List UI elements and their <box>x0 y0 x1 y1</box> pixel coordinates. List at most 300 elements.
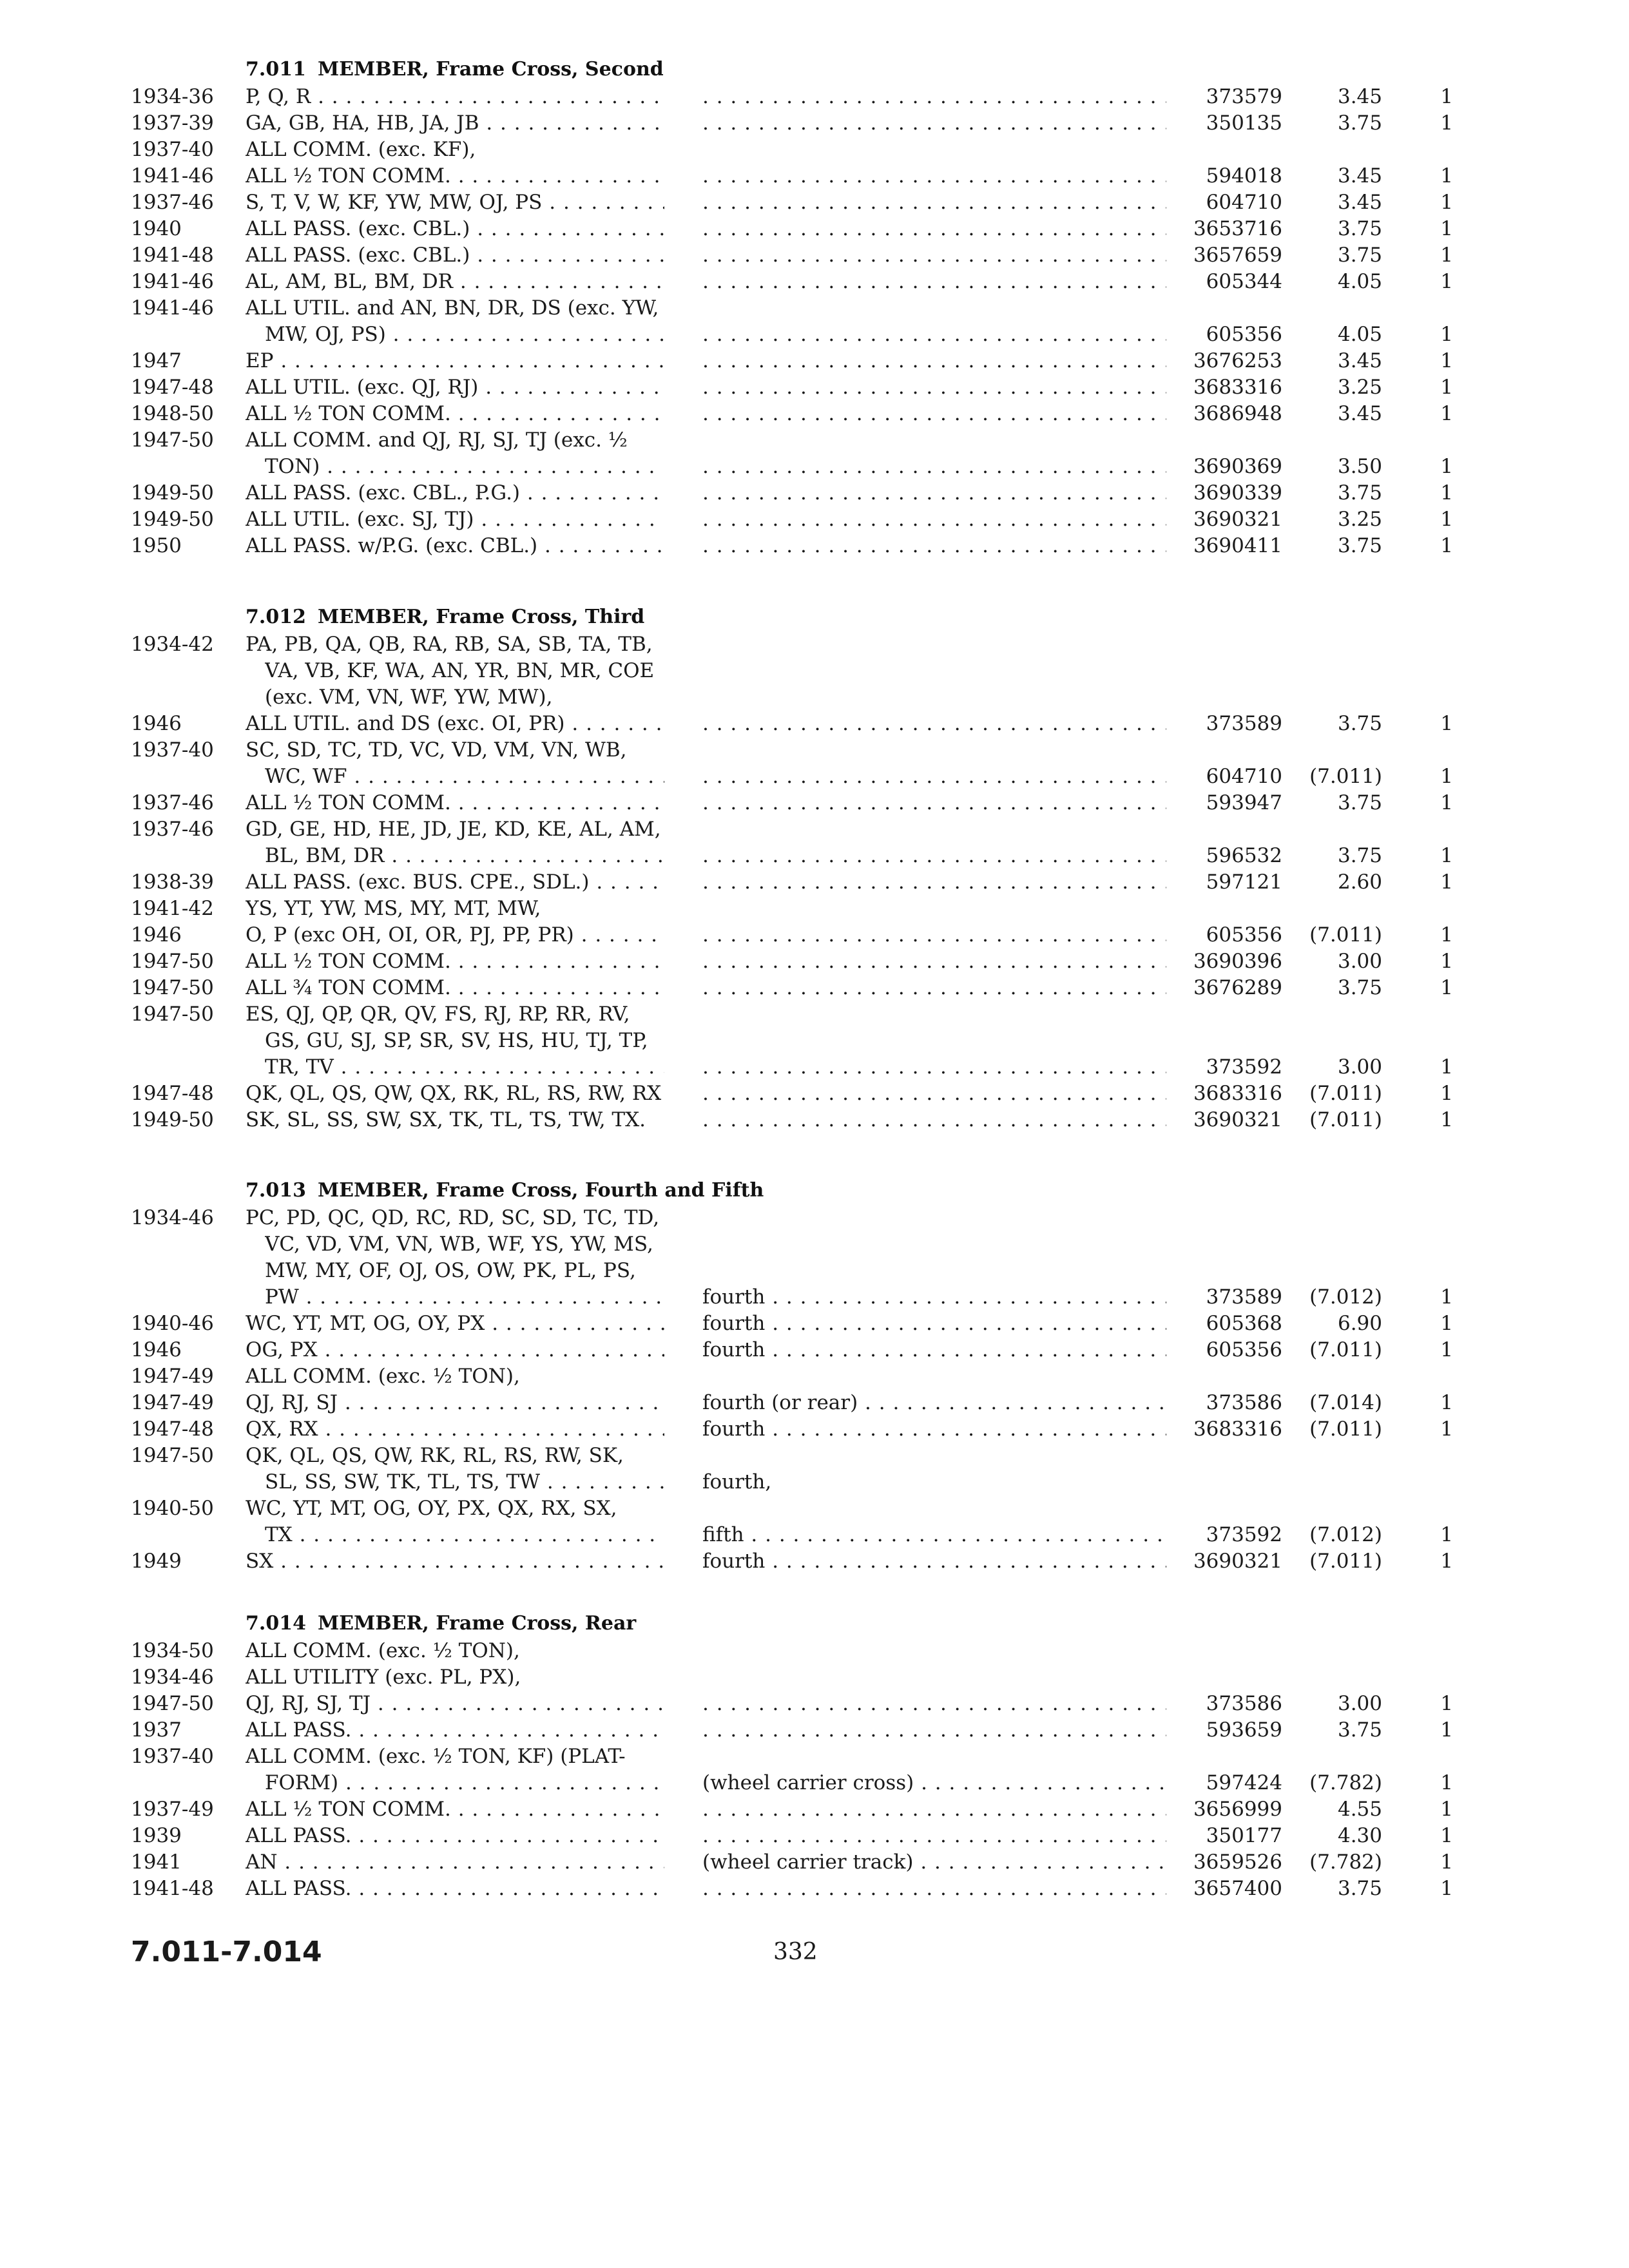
year-range: 1950 <box>131 534 182 557</box>
quantity: 1 <box>1440 1877 1453 1900</box>
parts-row <box>0 1796 1629 1823</box>
part-note: fourth . . . <box>702 1548 1166 1575</box>
part-number: 3676253 <box>1193 349 1282 372</box>
quantity: 1 <box>1440 534 1453 557</box>
model-description: ALL ½ TON COMM. . . . <box>246 790 664 816</box>
part-note <box>702 1205 1166 1231</box>
part-note <box>702 401 1166 427</box>
model-description: P, Q, R . . . <box>246 84 664 110</box>
model-description: QK, QL, QS, QW, RK, RL, RS, RW, SK, <box>246 1444 624 1467</box>
price <box>1289 1001 1382 1028</box>
price <box>1289 1469 1382 1495</box>
price <box>1289 1363 1382 1390</box>
section-number: 7.014 <box>246 1612 306 1635</box>
part-note <box>702 480 1166 506</box>
part-number: 3690396 <box>1193 950 1282 973</box>
quantity <box>1421 1638 1453 1664</box>
part-note <box>702 843 1166 869</box>
quantity: 1 <box>1440 1285 1453 1309</box>
parts-row <box>0 711 1629 737</box>
price: 3.75 <box>1337 791 1382 814</box>
model-description: ALL COMM. (exc. ½ TON, KF) (PLAT- <box>246 1745 626 1768</box>
year-range: 1934-50 <box>131 1639 214 1662</box>
parts-row <box>0 1443 1629 1469</box>
year-range: 1941-46 <box>131 164 214 187</box>
part-number <box>1160 896 1282 922</box>
quantity: 1 <box>1440 1338 1453 1361</box>
quantity: 1 <box>1440 244 1453 267</box>
part-number: 3690321 <box>1193 508 1282 531</box>
model-description: TON) . . . <box>265 454 664 480</box>
parts-row <box>0 295 1629 322</box>
part-note <box>702 631 1166 658</box>
model-description: PC, PD, QC, QD, RC, RD, SC, SD, TC, TD, <box>246 1206 660 1229</box>
model-description: TR, TV . . . <box>265 1054 664 1081</box>
quantity <box>1421 1205 1453 1231</box>
model-description: ALL PASS. . . . <box>246 1876 664 1902</box>
year-range: 1940-50 <box>131 1497 214 1520</box>
model-description: BL, BM, DR . . . <box>265 843 664 869</box>
price: 2.60 <box>1337 870 1382 894</box>
part-number: 604710 <box>1206 765 1282 788</box>
part-note <box>702 948 1166 975</box>
part-note <box>702 269 1166 295</box>
part-note <box>702 869 1166 896</box>
part-note <box>702 374 1166 401</box>
price: 3.00 <box>1337 1055 1382 1079</box>
parts-row <box>0 1231 1629 1258</box>
part-number: 604710 <box>1206 191 1282 214</box>
price: 3.25 <box>1337 376 1382 399</box>
year-range <box>131 764 244 790</box>
part-note: (wheel carrier cross) . . . <box>702 1770 1166 1796</box>
quantity: 1 <box>1440 1108 1453 1131</box>
part-number <box>1160 1495 1282 1522</box>
parts-row <box>0 137 1629 163</box>
part-note <box>702 1796 1166 1823</box>
price <box>1289 1744 1382 1770</box>
part-number <box>1160 1258 1282 1284</box>
part-note <box>702 322 1166 348</box>
year-range: 1947-48 <box>131 1082 214 1105</box>
price: (7.011) <box>1309 1418 1382 1441</box>
parts-row <box>0 374 1629 401</box>
quantity: 1 <box>1440 111 1453 135</box>
parts-row <box>0 658 1629 684</box>
quantity <box>1421 684 1453 711</box>
parts-row <box>0 242 1629 269</box>
model-description: PW . . . <box>265 1284 664 1311</box>
parts-row <box>0 816 1629 843</box>
model-description: ALL UTIL. and DS (exc. OI, PR) . . . <box>246 711 664 737</box>
parts-row <box>0 1028 1629 1054</box>
model-description: SC, SD, TC, TD, VC, VD, VM, VN, WB, <box>246 738 627 762</box>
part-number <box>1160 137 1282 163</box>
year-range: 1934-42 <box>131 633 214 656</box>
section-number: 7.012 <box>246 606 306 628</box>
quantity: 1 <box>1440 85 1453 108</box>
price <box>1289 658 1382 684</box>
price: (7.012) <box>1309 1285 1382 1309</box>
part-number: 3690321 <box>1193 1108 1282 1131</box>
part-number: 605356 <box>1206 1338 1282 1361</box>
year-range: 1941 <box>131 1850 182 1874</box>
parts-row <box>0 1390 1629 1416</box>
part-number: 605356 <box>1206 923 1282 947</box>
model-description: PA, PB, QA, QB, RA, RB, SA, SB, TA, TB, <box>246 633 653 656</box>
price <box>1289 896 1382 922</box>
model-description: ALL UTIL. (exc. SJ, TJ) . . . <box>246 506 664 533</box>
quantity: 1 <box>1440 1550 1453 1573</box>
model-description: SK, SL, SS, SW, SX, TK, TL, TS, TW, TX. <box>246 1108 646 1131</box>
year-range <box>131 1770 244 1796</box>
model-description: GS, GU, SJ, SP, SR, SV, HS, HU, TJ, TP, <box>265 1029 648 1052</box>
parts-row <box>0 869 1629 896</box>
parts-row <box>0 269 1629 295</box>
price: 4.55 <box>1337 1798 1382 1821</box>
model-description: YS, YT, YW, MS, MY, MT, MW, <box>246 897 541 920</box>
part-note <box>702 1638 1166 1664</box>
year-range: 1947 <box>131 349 182 372</box>
year-range: 1934-46 <box>131 1666 214 1689</box>
year-range: 1940 <box>131 217 182 240</box>
model-description: ALL ½ TON COMM. . . . <box>246 401 664 427</box>
year-range: 1938-39 <box>131 870 214 894</box>
model-description: ALL UTIL. (exc. QJ, RJ) . . . <box>246 374 664 401</box>
model-description: TX . . . <box>265 1522 664 1548</box>
price <box>1289 1028 1382 1054</box>
model-description: ALL COMM. (exc. ½ TON), <box>246 1639 520 1662</box>
quantity: 1 <box>1440 455 1453 478</box>
quantity: 1 <box>1440 1850 1453 1874</box>
quantity: 1 <box>1440 270 1453 293</box>
model-description: ALL PASS. (exc. CBL.) . . . <box>246 242 664 269</box>
part-number <box>1160 1469 1282 1495</box>
price: 3.45 <box>1337 85 1382 108</box>
parts-row <box>0 975 1629 1001</box>
model-description: FORM) . . . <box>265 1770 664 1796</box>
quantity: 1 <box>1440 1418 1453 1441</box>
part-number: 605344 <box>1206 270 1282 293</box>
year-range: 1947-49 <box>131 1391 214 1414</box>
quantity: 1 <box>1440 376 1453 399</box>
part-number <box>1160 1443 1282 1469</box>
part-number: 350135 <box>1206 111 1282 135</box>
price: 3.75 <box>1337 712 1382 735</box>
part-note <box>702 1876 1166 1902</box>
part-note <box>702 922 1166 948</box>
quantity <box>1421 816 1453 843</box>
year-range <box>131 1028 244 1054</box>
model-description: GD, GE, HD, HE, JD, JE, KD, KE, AL, AM, <box>246 818 661 841</box>
part-note <box>702 1495 1166 1522</box>
part-number <box>1160 1638 1282 1664</box>
parts-row <box>0 427 1629 454</box>
quantity <box>1421 1744 1453 1770</box>
part-number: 3683316 <box>1193 1418 1282 1441</box>
part-note <box>702 427 1166 454</box>
quantity <box>1421 1001 1453 1028</box>
part-note: fifth . . . <box>702 1522 1166 1548</box>
section-title <box>246 604 1277 630</box>
model-description: MW, MY, OF, OJ, OS, OW, PK, PL, PS, <box>265 1259 636 1282</box>
part-note <box>702 189 1166 216</box>
year-range <box>131 1054 244 1081</box>
price: 3.75 <box>1337 1877 1382 1900</box>
parts-row <box>0 948 1629 975</box>
quantity: 1 <box>1440 791 1453 814</box>
year-range: 1937-40 <box>131 1745 214 1768</box>
quantity: 1 <box>1440 1391 1453 1414</box>
part-note <box>702 1717 1166 1744</box>
parts-row <box>0 110 1629 137</box>
parts-row <box>0 480 1629 506</box>
price: 4.05 <box>1337 323 1382 346</box>
parts-row <box>0 1548 1629 1575</box>
part-number <box>1160 427 1282 454</box>
parts-row <box>0 896 1629 922</box>
quantity: 1 <box>1440 712 1453 735</box>
part-note <box>702 816 1166 843</box>
model-description: ALL UTIL. and AN, BN, DR, DS (exc. YW, <box>246 296 659 320</box>
quantity <box>1421 1443 1453 1469</box>
parts-row <box>0 506 1629 533</box>
parts-row <box>0 1770 1629 1796</box>
model-description: QK, QL, QS, QW, QX, RK, RL, RS, RW, RX <box>246 1082 662 1105</box>
price <box>1289 816 1382 843</box>
part-number <box>1160 1001 1282 1028</box>
part-number: 3690411 <box>1193 534 1282 557</box>
part-number <box>1160 295 1282 322</box>
price: 3.75 <box>1337 976 1382 999</box>
year-range: 1937 <box>131 1718 182 1742</box>
year-range: 1940-46 <box>131 1312 214 1335</box>
model-description: AL, AM, BL, BM, DR . . . <box>246 269 664 295</box>
part-number: 373586 <box>1206 1391 1282 1414</box>
section-heading-text: MEMBER, Frame Cross, Third <box>317 606 645 628</box>
parts-row <box>0 322 1629 348</box>
parts-row <box>0 1054 1629 1081</box>
year-range <box>131 1284 244 1311</box>
part-number <box>1160 1205 1282 1231</box>
quantity: 1 <box>1440 844 1453 867</box>
year-range: 1948-50 <box>131 402 214 425</box>
part-note <box>702 1001 1166 1028</box>
model-description: QJ, RJ, SJ, TJ . . . <box>246 1691 664 1717</box>
section-title <box>246 1611 1277 1637</box>
part-number <box>1160 1664 1282 1691</box>
part-number: 3653716 <box>1193 217 1282 240</box>
quantity: 1 <box>1440 1523 1453 1546</box>
price: (7.012) <box>1309 1523 1382 1546</box>
parts-row <box>0 1717 1629 1744</box>
quantity: 1 <box>1440 1055 1453 1079</box>
part-number: 593659 <box>1206 1718 1282 1742</box>
quantity: 1 <box>1440 765 1453 788</box>
price <box>1289 1205 1382 1231</box>
year-range: 1947-50 <box>131 950 214 973</box>
part-note <box>702 896 1166 922</box>
parts-row <box>0 1744 1629 1770</box>
quantity: 1 <box>1440 1312 1453 1335</box>
price: 3.75 <box>1337 481 1382 505</box>
year-range <box>131 1231 244 1258</box>
year-range: 1939 <box>131 1824 182 1847</box>
parts-row <box>0 1691 1629 1717</box>
model-description: ALL PASS. (exc. BUS. CPE., SDL.) . . . <box>246 869 664 896</box>
section-heading-text: MEMBER, Frame Cross, Fourth and Fifth <box>317 1179 764 1202</box>
price <box>1289 1443 1382 1469</box>
parts-row <box>0 1416 1629 1443</box>
parts-row <box>0 1337 1629 1363</box>
parts-row <box>0 1522 1629 1548</box>
part-note: fourth, <box>702 1470 772 1494</box>
price: 3.75 <box>1337 217 1382 240</box>
model-description: ALL COMM. and QJ, RJ, SJ, TJ (exc. ½ <box>246 428 628 452</box>
model-description: WC, YT, MT, OG, OY, PX . . . <box>246 1311 664 1337</box>
parts-row <box>0 1363 1629 1390</box>
part-note <box>702 454 1166 480</box>
price: 3.45 <box>1337 164 1382 187</box>
year-range: 1937-46 <box>131 818 214 841</box>
quantity <box>1421 427 1453 454</box>
year-range: 1949-50 <box>131 481 214 505</box>
quantity <box>1421 1495 1453 1522</box>
part-note <box>702 711 1166 737</box>
part-number: 373589 <box>1206 712 1282 735</box>
parts-row <box>0 764 1629 790</box>
quantity <box>1421 1258 1453 1284</box>
quantity <box>1421 1363 1453 1390</box>
price <box>1289 1495 1382 1522</box>
year-range: 1946 <box>131 923 182 947</box>
section-heading-text: MEMBER, Frame Cross, Second <box>317 58 664 81</box>
price <box>1289 1231 1382 1258</box>
part-note <box>702 1107 1166 1133</box>
price: (7.011) <box>1309 1550 1382 1573</box>
parts-row <box>0 401 1629 427</box>
part-note <box>702 137 1166 163</box>
part-note <box>702 658 1166 684</box>
year-range: 1934-46 <box>131 1206 214 1229</box>
year-range <box>131 1522 244 1548</box>
part-number: 596532 <box>1206 844 1282 867</box>
year-range: 1941-42 <box>131 897 214 920</box>
price: 3.75 <box>1337 111 1382 135</box>
year-range: 1947-50 <box>131 428 214 452</box>
parts-row <box>0 631 1629 658</box>
part-note <box>702 1363 1166 1390</box>
part-note <box>702 348 1166 374</box>
year-range: 1949-50 <box>131 1108 214 1131</box>
price: 3.00 <box>1337 950 1382 973</box>
model-description: (exc. VM, VN, WF, YW, MW), <box>265 686 553 709</box>
model-description: ALL ½ TON COMM. . . . <box>246 948 664 975</box>
model-description: ALL PASS. (exc. CBL.) . . . <box>246 216 664 242</box>
year-range: 1937-40 <box>131 138 214 161</box>
part-note: fourth (or rear) . . . <box>702 1390 1166 1416</box>
model-description: ALL COMM. (exc. KF), <box>246 138 476 161</box>
part-note <box>702 684 1166 711</box>
parts-row <box>0 1205 1629 1231</box>
part-number: 3690369 <box>1193 455 1282 478</box>
parts-row <box>0 1664 1629 1691</box>
model-description: ALL ¾ TON COMM. . . . <box>246 975 664 1001</box>
page-number: 332 <box>773 1939 818 1965</box>
quantity <box>1421 631 1453 658</box>
model-description: QJ, RJ, SJ . . . <box>246 1390 664 1416</box>
part-number: 3683316 <box>1193 1082 1282 1105</box>
parts-row <box>0 1258 1629 1284</box>
section-title <box>246 57 1277 82</box>
quantity: 1 <box>1440 191 1453 214</box>
part-note <box>702 1028 1166 1054</box>
model-description: ALL PASS. (exc. CBL., P.G.) . . . <box>246 480 664 506</box>
parts-row <box>0 737 1629 764</box>
quantity: 1 <box>1440 349 1453 372</box>
price: (7.011) <box>1309 765 1382 788</box>
parts-row <box>0 533 1629 559</box>
quantity: 1 <box>1440 1082 1453 1105</box>
parts-row <box>0 790 1629 816</box>
part-note <box>702 1081 1166 1107</box>
price <box>1289 1638 1382 1664</box>
model-description: GA, GB, HA, HB, JA, JB . . . <box>246 110 664 137</box>
parts-row <box>0 1284 1629 1311</box>
year-range: 1937-40 <box>131 738 214 762</box>
part-note <box>702 1443 1166 1469</box>
price: 3.75 <box>1337 1718 1382 1742</box>
parts-row <box>0 1469 1629 1495</box>
part-note: fourth . . . <box>702 1337 1166 1363</box>
year-range: 1947-50 <box>131 1692 214 1715</box>
model-description: OG, PX . . . <box>246 1337 664 1363</box>
year-range <box>131 1258 244 1284</box>
part-number: 3657400 <box>1193 1877 1282 1900</box>
part-number: 3676289 <box>1193 976 1282 999</box>
quantity: 1 <box>1440 950 1453 973</box>
model-description: SL, SS, SW, TK, TL, TS, TW . . . <box>265 1469 664 1495</box>
year-range <box>131 684 244 711</box>
part-number: 3686948 <box>1193 402 1282 425</box>
year-range: 1937-49 <box>131 1798 214 1821</box>
part-note <box>702 1691 1166 1717</box>
part-note <box>702 1258 1166 1284</box>
price: 4.05 <box>1337 270 1382 293</box>
part-note <box>702 737 1166 764</box>
section-number: 7.011 <box>246 58 306 81</box>
price: (7.011) <box>1309 1082 1382 1105</box>
price: 3.75 <box>1337 844 1382 867</box>
quantity <box>1421 137 1453 163</box>
price <box>1289 295 1382 322</box>
quantity <box>1421 1664 1453 1691</box>
model-description: ALL ½ TON COMM. . . . <box>246 163 664 189</box>
quantity: 1 <box>1440 1771 1453 1794</box>
parts-row <box>0 189 1629 216</box>
price: (7.014) <box>1309 1391 1382 1414</box>
part-number <box>1160 1231 1282 1258</box>
part-note <box>702 1744 1166 1770</box>
parts-row <box>0 454 1629 480</box>
parts-row <box>0 163 1629 189</box>
part-note <box>702 84 1166 110</box>
part-note <box>702 533 1166 559</box>
model-description: SX . . . <box>246 1548 664 1575</box>
model-description: O, P (exc OH, OI, OR, PJ, PP, PR) . . . <box>246 922 664 948</box>
year-range <box>131 843 244 869</box>
parts-row <box>0 348 1629 374</box>
